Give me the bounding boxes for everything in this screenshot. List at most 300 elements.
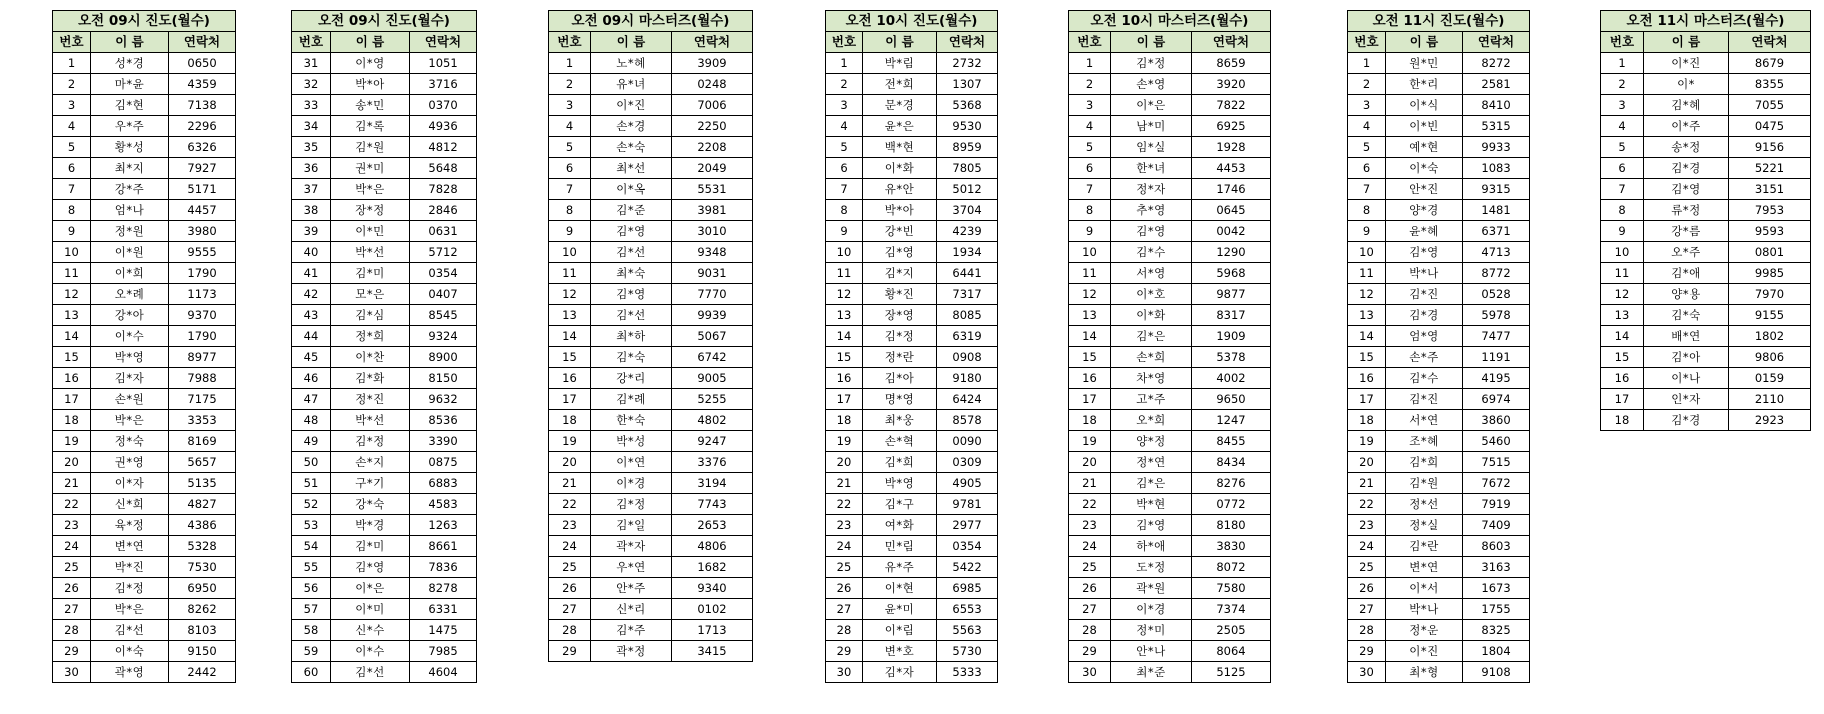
member-name: 조*혜 [1386, 431, 1463, 452]
row-number: 4 [549, 116, 591, 137]
table-row [1069, 95, 1271, 116]
member-name: 김*영 [591, 284, 672, 305]
member-name: 박*진 [91, 557, 169, 578]
row-number: 45 [292, 347, 331, 368]
row-number: 20 [826, 452, 863, 473]
contact-digits: 9315 [1463, 179, 1530, 200]
contact-digits: 3194 [672, 473, 753, 494]
row-number: 56 [292, 578, 331, 599]
member-name: 김*선 [91, 620, 169, 641]
row-number: 10 [53, 242, 91, 263]
row-number: 20 [549, 452, 591, 473]
member-name: 여*화 [863, 515, 937, 536]
contact-digits: 7828 [410, 179, 477, 200]
contact-digits: 2846 [410, 200, 477, 221]
table-row [292, 452, 477, 473]
table-title: 오전 11시 진도(월수) [1348, 11, 1530, 32]
contact-digits: 5328 [169, 536, 236, 557]
member-name: 손*희 [1111, 347, 1192, 368]
row-number: 17 [826, 389, 863, 410]
row-number: 30 [1069, 662, 1111, 683]
table-row [826, 53, 998, 74]
contact-digits: 4604 [410, 662, 477, 683]
table-title: 오전 09시 진도(월수) [292, 11, 477, 32]
member-name: 안*나 [1111, 641, 1192, 662]
contact-digits: 4386 [169, 515, 236, 536]
contact-digits: 5012 [937, 179, 998, 200]
member-name: 박*림 [863, 53, 937, 74]
contact-digits: 1673 [1463, 578, 1530, 599]
member-name: 이*민 [331, 221, 410, 242]
member-name: 김*구 [863, 494, 937, 515]
row-number: 9 [1601, 221, 1644, 242]
member-name: 원*민 [1386, 53, 1463, 74]
row-number: 29 [826, 641, 863, 662]
table-row [826, 368, 998, 389]
member-name: 김*화 [331, 368, 410, 389]
member-name: 강*숙 [331, 494, 410, 515]
row-number: 23 [53, 515, 91, 536]
member-name: 한*녀 [1111, 158, 1192, 179]
row-number: 3 [1069, 95, 1111, 116]
row-number: 24 [826, 536, 863, 557]
table-row [53, 641, 236, 662]
row-number: 7 [1069, 179, 1111, 200]
member-name: 우*연 [591, 557, 672, 578]
table-row [53, 515, 236, 536]
row-number: 13 [549, 305, 591, 326]
table-row [549, 410, 753, 431]
member-name: 노*혜 [591, 53, 672, 74]
contact-digits: 1934 [937, 242, 998, 263]
member-name: 곽*영 [91, 662, 169, 683]
contact-digits: 7988 [169, 368, 236, 389]
member-name: 황*진 [863, 284, 937, 305]
member-name: 김*영 [331, 557, 410, 578]
contact-digits: 3376 [672, 452, 753, 473]
contact-digits: 8278 [410, 578, 477, 599]
contact-digits: 5712 [410, 242, 477, 263]
row-number: 12 [1069, 284, 1111, 305]
table-row [53, 242, 236, 263]
table-row [292, 137, 477, 158]
row-number: 22 [1348, 494, 1386, 515]
header-name: 이 름 [863, 32, 937, 53]
row-number: 42 [292, 284, 331, 305]
member-name: 오*희 [1111, 410, 1192, 431]
row-number: 14 [1069, 326, 1111, 347]
contact-digits: 0407 [410, 284, 477, 305]
row-number: 47 [292, 389, 331, 410]
member-name: 김*록 [331, 116, 410, 137]
table-row [826, 221, 998, 242]
row-number: 29 [549, 641, 591, 662]
row-number: 51 [292, 473, 331, 494]
member-name: 김*자 [91, 368, 169, 389]
member-name: 강*빈 [863, 221, 937, 242]
contact-digits: 1909 [1192, 326, 1271, 347]
table-header-row [1348, 32, 1530, 53]
header-name: 이 름 [91, 32, 169, 53]
header-contact: 연락처 [410, 32, 477, 53]
table-row [1348, 662, 1530, 683]
contact-digits: 1682 [672, 557, 753, 578]
member-name: 김*진 [1386, 389, 1463, 410]
table-row [549, 263, 753, 284]
contact-digits: 6974 [1463, 389, 1530, 410]
row-number: 13 [1348, 305, 1386, 326]
table-row [53, 179, 236, 200]
contact-digits: 7919 [1463, 494, 1530, 515]
contact-digits: 6742 [672, 347, 753, 368]
member-name: 장*정 [331, 200, 410, 221]
member-name: 김*애 [1644, 263, 1729, 284]
row-number: 19 [1348, 431, 1386, 452]
table-row [1348, 410, 1530, 431]
table-row [1069, 284, 1271, 305]
member-name: 정*연 [1111, 452, 1192, 473]
table-row [1069, 158, 1271, 179]
table-row [292, 284, 477, 305]
row-number: 25 [1069, 557, 1111, 578]
row-number: 54 [292, 536, 331, 557]
table-row [53, 347, 236, 368]
row-number: 16 [1069, 368, 1111, 389]
row-number: 15 [1601, 347, 1644, 368]
table-row [1069, 305, 1271, 326]
contact-digits: 9031 [672, 263, 753, 284]
contact-digits: 4713 [1463, 242, 1530, 263]
contact-digits: 1790 [169, 326, 236, 347]
contact-digits: 8536 [410, 410, 477, 431]
table-row [1601, 95, 1811, 116]
contact-digits: 3151 [1729, 179, 1811, 200]
table-row [1069, 431, 1271, 452]
row-number: 29 [53, 641, 91, 662]
row-number: 24 [53, 536, 91, 557]
table-row [1069, 410, 1271, 431]
contact-digits: 9781 [937, 494, 998, 515]
table-row [292, 116, 477, 137]
contact-digits: 3909 [672, 53, 753, 74]
contact-digits: 7672 [1463, 473, 1530, 494]
member-name: 정*미 [1111, 620, 1192, 641]
member-name: 변*연 [91, 536, 169, 557]
row-number: 27 [826, 599, 863, 620]
table-row [1069, 599, 1271, 620]
contact-digits: 6441 [937, 263, 998, 284]
contact-digits: 5255 [672, 389, 753, 410]
member-name: 양*경 [1386, 200, 1463, 221]
row-number: 4 [1601, 116, 1644, 137]
member-name: 정*실 [1386, 515, 1463, 536]
contact-digits: 6319 [937, 326, 998, 347]
member-name: 이*옥 [591, 179, 672, 200]
contact-digits: 3010 [672, 221, 753, 242]
row-number: 2 [826, 74, 863, 95]
member-name: 정*운 [1386, 620, 1463, 641]
table-row [549, 326, 753, 347]
member-name: 이*나 [1644, 368, 1729, 389]
member-name: 박*현 [1111, 494, 1192, 515]
row-number: 9 [53, 221, 91, 242]
table-row [53, 599, 236, 620]
row-number: 19 [1069, 431, 1111, 452]
row-number: 15 [1069, 347, 1111, 368]
table-row [292, 179, 477, 200]
row-number: 26 [826, 578, 863, 599]
contact-digits: 9985 [1729, 263, 1811, 284]
contact-digits: 5531 [672, 179, 753, 200]
table-row [549, 347, 753, 368]
table-row [292, 431, 477, 452]
contact-digits: 8659 [1192, 53, 1271, 74]
table-row [1348, 95, 1530, 116]
table-row [1069, 389, 1271, 410]
member-name: 김*자 [863, 662, 937, 683]
contact-digits: 2923 [1729, 410, 1811, 431]
member-name: 김*정 [331, 431, 410, 452]
member-name: 양*용 [1644, 284, 1729, 305]
table-row [1601, 74, 1811, 95]
member-name: 김*경 [1644, 410, 1729, 431]
row-number: 39 [292, 221, 331, 242]
member-name: 강*아 [91, 305, 169, 326]
row-number: 23 [1069, 515, 1111, 536]
member-name: 한*숙 [591, 410, 672, 431]
row-number: 20 [1069, 452, 1111, 473]
row-number: 7 [1348, 179, 1386, 200]
row-number: 17 [53, 389, 91, 410]
contact-digits: 7822 [1192, 95, 1271, 116]
contact-digits: 4457 [169, 200, 236, 221]
row-number: 24 [1348, 536, 1386, 557]
row-number: 2 [1601, 74, 1644, 95]
member-name: 박*아 [331, 74, 410, 95]
contact-digits: 8064 [1192, 641, 1271, 662]
contact-digits: 6883 [410, 473, 477, 494]
row-number: 26 [549, 578, 591, 599]
member-name: 김*혜 [1644, 95, 1729, 116]
member-name: 구*기 [331, 473, 410, 494]
member-name: 서*연 [1386, 410, 1463, 431]
member-name: 고*주 [1111, 389, 1192, 410]
member-name: 최*준 [1111, 662, 1192, 683]
row-number: 14 [826, 326, 863, 347]
table-row [549, 221, 753, 242]
table-row [1348, 179, 1530, 200]
table-row [549, 242, 753, 263]
contact-digits: 7409 [1463, 515, 1530, 536]
table-row [292, 95, 477, 116]
member-name: 김*주 [591, 620, 672, 641]
table-row [53, 158, 236, 179]
row-number: 20 [1348, 452, 1386, 473]
table-row [1069, 515, 1271, 536]
header-number: 번호 [1348, 32, 1386, 53]
contact-digits: 8772 [1463, 263, 1530, 284]
contact-digits: 8355 [1729, 74, 1811, 95]
table-row [826, 200, 998, 221]
contact-digits: 4806 [672, 536, 753, 557]
row-number: 19 [826, 431, 863, 452]
member-name: 김*은 [1111, 473, 1192, 494]
member-name: 신*수 [331, 620, 410, 641]
contact-digits: 9156 [1729, 137, 1811, 158]
table-row [1069, 200, 1271, 221]
table-row [1069, 137, 1271, 158]
row-number: 21 [826, 473, 863, 494]
header-number: 번호 [1069, 32, 1111, 53]
table-row [1348, 305, 1530, 326]
row-number: 7 [53, 179, 91, 200]
table-row [1069, 116, 1271, 137]
table-row [53, 137, 236, 158]
member-name: 곽*정 [591, 641, 672, 662]
table-row [1348, 473, 1530, 494]
contact-digits: 6553 [937, 599, 998, 620]
member-name: 김*숙 [591, 347, 672, 368]
row-number: 36 [292, 158, 331, 179]
member-name: 이*원 [91, 242, 169, 263]
row-number: 2 [549, 74, 591, 95]
table-header-row [549, 32, 753, 53]
table-row [549, 368, 753, 389]
member-name: 정*란 [863, 347, 937, 368]
row-number: 19 [549, 431, 591, 452]
table-row [1069, 536, 1271, 557]
contact-digits: 8578 [937, 410, 998, 431]
table-header-row [1069, 32, 1271, 53]
contact-digits: 1307 [937, 74, 998, 95]
table-row [1348, 221, 1530, 242]
member-name: 송*민 [331, 95, 410, 116]
member-name: 변*호 [863, 641, 937, 662]
table-row [1348, 284, 1530, 305]
member-name: 엄*나 [91, 200, 169, 221]
roster-table-0900-jindo-1 [52, 10, 236, 683]
row-number: 26 [1069, 578, 1111, 599]
member-name: 박*은 [91, 410, 169, 431]
member-name: 박*선 [331, 242, 410, 263]
header-contact: 연락처 [1463, 32, 1530, 53]
table-row [1601, 347, 1811, 368]
member-name: 차*영 [1111, 368, 1192, 389]
table-row [53, 368, 236, 389]
table-row [53, 536, 236, 557]
row-number: 60 [292, 662, 331, 683]
contact-digits: 1802 [1729, 326, 1811, 347]
table-row [826, 515, 998, 536]
table-row [826, 305, 998, 326]
table-row [826, 116, 998, 137]
member-name: 이*화 [1111, 305, 1192, 326]
table-row [53, 431, 236, 452]
table-row [549, 515, 753, 536]
row-number: 13 [826, 305, 863, 326]
table-row [53, 95, 236, 116]
member-name: 이*주 [1644, 116, 1729, 137]
member-name: 박*나 [1386, 263, 1463, 284]
row-number: 9 [549, 221, 591, 242]
member-name: 이*찬 [331, 347, 410, 368]
row-number: 8 [826, 200, 863, 221]
row-number: 1 [1348, 53, 1386, 74]
row-number: 26 [53, 578, 91, 599]
contact-digits: 0370 [410, 95, 477, 116]
row-number: 27 [1069, 599, 1111, 620]
row-number: 21 [549, 473, 591, 494]
contact-digits: 8072 [1192, 557, 1271, 578]
row-number: 4 [53, 116, 91, 137]
row-number: 23 [826, 515, 863, 536]
table-row [826, 641, 998, 662]
member-name: 류*정 [1644, 200, 1729, 221]
table-row [1601, 368, 1811, 389]
contact-digits: 1804 [1463, 641, 1530, 662]
table-row [1601, 158, 1811, 179]
row-number: 46 [292, 368, 331, 389]
table-row [292, 158, 477, 179]
member-name: 김*정 [91, 578, 169, 599]
contact-digits: 2296 [169, 116, 236, 137]
row-number: 8 [53, 200, 91, 221]
member-name: 육*정 [91, 515, 169, 536]
table-title-row [1069, 11, 1271, 32]
contact-digits: 0042 [1192, 221, 1271, 242]
row-number: 27 [549, 599, 591, 620]
row-number: 24 [1069, 536, 1111, 557]
roster-table-0900-masters [548, 10, 753, 662]
contact-digits: 8679 [1729, 53, 1811, 74]
contact-digits: 5378 [1192, 347, 1271, 368]
table-title: 오전 10시 진도(월수) [826, 11, 998, 32]
contact-digits: 9150 [169, 641, 236, 662]
contact-digits: 1191 [1463, 347, 1530, 368]
contact-digits: 5171 [169, 179, 236, 200]
table-row [1069, 179, 1271, 200]
member-name: 김*심 [331, 305, 410, 326]
table-row [292, 368, 477, 389]
row-number: 6 [826, 158, 863, 179]
member-name: 이*현 [863, 578, 937, 599]
table-row [53, 494, 236, 515]
member-name: 김*은 [1111, 326, 1192, 347]
contact-digits: 7805 [937, 158, 998, 179]
table-row [549, 389, 753, 410]
table-row [1069, 326, 1271, 347]
table-row [1348, 200, 1530, 221]
member-name: 박*선 [331, 410, 410, 431]
table-row [826, 557, 998, 578]
table-title-row [292, 11, 477, 32]
row-number: 34 [292, 116, 331, 137]
member-name: 박*은 [331, 179, 410, 200]
row-number: 28 [1069, 620, 1111, 641]
member-name: 정*희 [331, 326, 410, 347]
contact-digits: 1173 [169, 284, 236, 305]
table-row [1601, 284, 1811, 305]
contact-digits: 6925 [1192, 116, 1271, 137]
table-row [1348, 116, 1530, 137]
table-row [549, 578, 753, 599]
header-number: 번호 [1601, 32, 1644, 53]
contact-digits: 1755 [1463, 599, 1530, 620]
table-row [292, 620, 477, 641]
header-number: 번호 [292, 32, 331, 53]
contact-digits: 3981 [672, 200, 753, 221]
table-row [53, 326, 236, 347]
